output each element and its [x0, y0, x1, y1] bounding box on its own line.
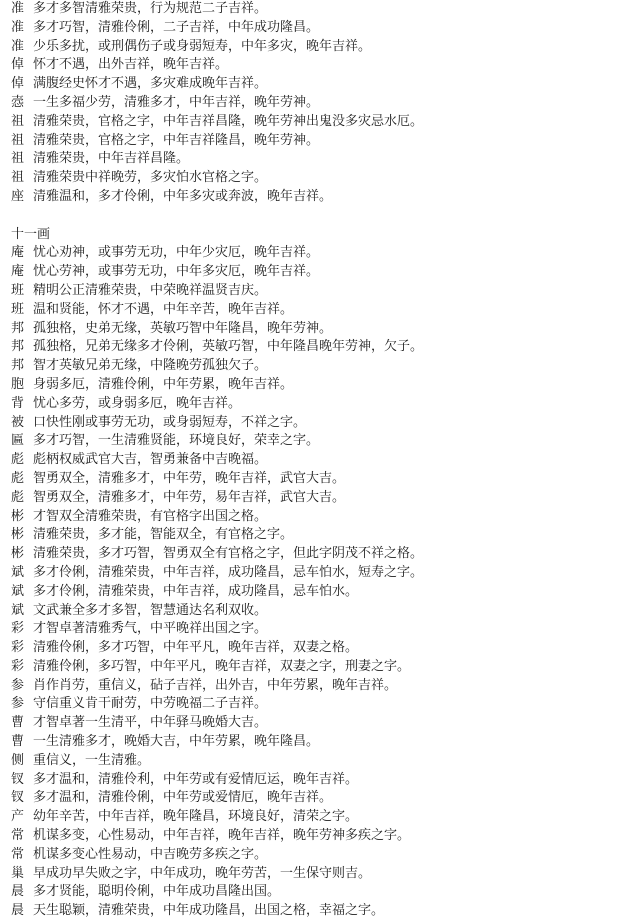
entry-line: [11, 432, 616, 451]
entry-line: [11, 38, 616, 57]
entry-line: [11, 545, 616, 564]
entry-line: [11, 583, 616, 602]
entry-character: 准: [11, 38, 25, 54]
entry-description: 忧心劝神，或事劳无功，中年少灾厄，晚年吉祥。: [33, 245, 320, 261]
entry-character: 晨: [11, 903, 25, 919]
entry-character: 常: [11, 828, 25, 844]
entry-character: 班: [11, 282, 25, 298]
entry-character: 胞: [11, 376, 25, 392]
entry-character: 庵: [11, 245, 25, 261]
section-heading: 十一画: [11, 226, 51, 242]
entry-line: [11, 526, 616, 545]
entry-character: 钗: [11, 790, 25, 806]
entry-line: [11, 263, 616, 282]
entry-description: 孤独格，史弟无缘，英敏巧智中年隆昌，晚年劳神。: [33, 320, 333, 336]
entry-line: [11, 132, 616, 151]
entry-character: 晨: [11, 884, 25, 900]
entry-character: 邦: [11, 320, 25, 336]
document-body: [11, 0, 616, 921]
entry-description: 天生聪颖，清雅荣贵，中年成功隆昌，出国之格，幸福之字。: [33, 903, 385, 919]
entry-character: 侧: [11, 752, 25, 768]
entry-line: [11, 639, 616, 658]
entry-character: 参: [11, 677, 25, 693]
entry-character: 巢: [11, 865, 25, 881]
entry-line: [11, 508, 616, 527]
entry-character: 彩: [11, 621, 25, 637]
entry-character: 产: [11, 809, 25, 825]
entry-line: [11, 771, 616, 790]
entry-character: 准: [11, 19, 25, 35]
entry-description: 早成功早失败之字，中年成功，晚年劳苦，一生保守则吉。: [33, 865, 372, 881]
entry-description: 多才多智清雅荣贵，行为规范二子吉祥。: [33, 1, 268, 16]
entry-description: 重信义，一生清雅。: [33, 752, 151, 768]
entry-description: 清雅荣贵，官格之字，中年吉祥隆昌，晚年劳神。: [33, 132, 320, 148]
entry-description: 多才伶俐，清雅荣贵，中年吉祥，成功隆昌，忌车怕水。: [33, 583, 359, 599]
entry-description: 彪柄权威武官大吉，智勇兼备中吉晚福。: [33, 452, 268, 468]
entry-character: 祖: [11, 170, 25, 186]
entry-description: 多才温和，清雅伶俐，中年劳或爱情厄，晚年吉祥。: [33, 790, 333, 806]
entry-description: 清雅荣贵中祥晚劳，多灾怕水官格之字。: [33, 170, 268, 186]
entry-line: [11, 338, 616, 357]
entry-character: 彪: [11, 452, 25, 468]
entry-description: 怀才不遇，出外吉祥，晚年吉祥。: [33, 57, 229, 73]
entry-description: 一生清雅多才，晚婚大吉，中年劳累，晚年隆昌。: [33, 734, 320, 750]
entry-description: 智勇双全，清雅多才，中年劳，易年吉祥，武官大吉。: [33, 489, 346, 505]
entry-description: 多才巧智，一生清雅贤能，环境良好，荣幸之字。: [33, 433, 320, 449]
entry-character: 彩: [11, 640, 25, 656]
entry-character: 悫: [11, 94, 25, 110]
entry-description: 守信重义肯干耐劳，中劳晚福二子吉祥。: [33, 696, 268, 712]
entry-description: 清雅伶俐，多才巧智，中年平凡，晚年吉祥，双妻之格。: [33, 640, 359, 656]
entry-description: 智才英敏兄弟无缘，中隆晚劳孤独欠子。: [33, 358, 268, 374]
entry-character: 彬: [11, 508, 25, 524]
entry-character: 背: [11, 395, 25, 411]
entry-line: [11, 301, 616, 320]
entry-line: [11, 564, 616, 583]
entry-character: 准: [11, 1, 25, 16]
entry-line: [11, 320, 616, 339]
entry-line: [11, 865, 616, 884]
entry-line: [11, 677, 616, 696]
entry-description: 多才温和，清雅伶利，中年劳或有爱情厄运，晚年吉祥。: [33, 771, 359, 787]
entry-description: 才智卓著一生清平，中年驿马晚婚大吉。: [33, 715, 268, 731]
entry-description: 多才伶俐，清雅荣贵，中年吉祥，成功隆昌，忌车怕水，短寿之字。: [33, 564, 424, 580]
entry-character: 曹: [11, 715, 25, 731]
entry-line: [11, 19, 616, 38]
entry-line: [11, 395, 616, 414]
entry-line: [11, 56, 616, 75]
entry-character: 庵: [11, 264, 25, 280]
entry-character: 斌: [11, 602, 25, 618]
entry-line: [11, 188, 616, 207]
entry-character: 祖: [11, 113, 25, 129]
entry-description: 多才巧智，清雅伶俐，二子吉祥，中年成功隆昌。: [33, 19, 320, 35]
entry-description: 文武兼全多才多智，智慧通达名利双收。: [33, 602, 268, 618]
entry-description: 一生多福少劳，清雅多才，中年吉祥，晚年劳神。: [33, 94, 320, 110]
entry-character: 倬: [11, 76, 25, 92]
entry-character: 匾: [11, 433, 25, 449]
entry-character: 斌: [11, 583, 25, 599]
entry-description: 清雅伶俐，多巧智，中年平凡，晚年吉祥，双妻之字，刑妻之字。: [33, 658, 411, 674]
entry-line: [11, 489, 616, 508]
entry-character: 座: [11, 188, 25, 204]
entry-line: [11, 0, 616, 19]
entry-description: 清雅温和，多才伶俐，中年多灾或奔波，晚年吉祥。: [33, 188, 333, 204]
entry-list-ten-strokes: [11, 0, 616, 207]
entry-line: [11, 902, 616, 921]
entry-line: [11, 733, 616, 752]
entry-character: 邦: [11, 358, 25, 374]
entry-description: 温和贤能，怀才不遇，中年辛苦，晚年吉祥。: [33, 301, 294, 317]
entry-line: [11, 75, 616, 94]
entry-character: 彬: [11, 527, 25, 543]
entry-line: [11, 658, 616, 677]
entry-character: 彬: [11, 546, 25, 562]
entry-character: 班: [11, 301, 25, 317]
entry-line: [11, 714, 616, 733]
entry-character: 彩: [11, 658, 25, 674]
entry-line: [11, 376, 616, 395]
entry-description: 多才贤能，聪明伶俐，中年成功昌隆出国。: [33, 884, 281, 900]
entry-description: 忧心劳神，或事劳无功，中年多灾厄，晚年吉祥。: [33, 264, 320, 280]
entry-description: 口快性刚或事劳无功，或身弱短寿，不祥之字。: [33, 414, 307, 430]
entry-line: [11, 883, 616, 902]
entry-description: 少乐多扰，或刑偶伤子或身弱短寿，中年多灾，晚年吉祥。: [33, 38, 372, 54]
entry-character: 被: [11, 414, 25, 430]
entry-line: [11, 752, 616, 771]
entry-line: [11, 695, 616, 714]
entry-description: 才智卓著清雅秀气，中平晚祥出国之字。: [33, 621, 268, 637]
entry-description: 满腹经史怀才不遇，多灾难成晚年吉祥。: [33, 76, 268, 92]
entry-line: [11, 827, 616, 846]
entry-description: 清雅荣贵，中年吉祥昌隆。: [33, 151, 190, 167]
entry-description: 忧心多劳，或身弱多厄，晚年吉祥。: [33, 395, 242, 411]
entry-character: 彪: [11, 489, 25, 505]
entry-description: 孤独格，兄弟无缘多才伶俐，英敏巧智，中年隆昌晚年劳神，欠子。: [33, 339, 424, 355]
blank-line: [11, 207, 616, 226]
entry-line: [11, 357, 616, 376]
entry-line: [11, 244, 616, 263]
entry-description: 机谋多变，心性易动，中年吉祥，晚年吉祥，晚年劳神多疾之字。: [33, 828, 411, 844]
entry-description: 身弱多厄，清雅伶俐，中年劳累，晚年吉祥。: [33, 376, 294, 392]
entry-description: 幼年辛苦，中年吉祥，晚年隆昌，环境良好，清荣之字。: [33, 809, 359, 825]
entry-character: 常: [11, 846, 25, 862]
entry-character: 倬: [11, 57, 25, 73]
entry-character: 祖: [11, 151, 25, 167]
entry-list-eleven-strokes: [11, 244, 616, 921]
entry-character: 曹: [11, 734, 25, 750]
entry-line: [11, 169, 616, 188]
entry-line: [11, 282, 616, 301]
entry-character: 邦: [11, 339, 25, 355]
entry-description: 清雅荣贵，官格之字，中年吉祥昌隆，晚年劳神出鬼没多灾忌水厄。: [33, 113, 424, 129]
entry-description: 肖作肖劳，重信义，砧子吉祥，出外吉，中年劳累，晚年吉祥。: [33, 677, 398, 693]
entry-character: 彪: [11, 470, 25, 486]
entry-character: 钗: [11, 771, 25, 787]
entry-line: [11, 150, 616, 169]
entry-description: 清雅荣贵，多才巧智，智勇双全有官格之字，但此字阴茂不祥之格。: [33, 546, 424, 562]
entry-line: [11, 94, 616, 113]
entry-description: 才智双全清雅荣贵，有官格字出国之格。: [33, 508, 268, 524]
entry-line: [11, 620, 616, 639]
entry-description: 智勇双全，清雅多才，中年劳，晚年吉祥，武官大吉。: [33, 470, 346, 486]
entry-line: [11, 451, 616, 470]
entry-line: [11, 470, 616, 489]
entry-description: 精明公正清雅荣贵，中荣晚祥温贤吉庆。: [33, 282, 268, 298]
entry-character: 斌: [11, 564, 25, 580]
entry-character: 祖: [11, 132, 25, 148]
entry-line: [11, 414, 616, 433]
entry-line: [11, 602, 616, 621]
entry-description: 清雅荣贵，多才能，智能双全，有官格之字。: [33, 527, 294, 543]
entry-line: [11, 113, 616, 132]
entry-line: [11, 789, 616, 808]
entry-description: 机谋多变心性易动，中吉晚劳多疾之字。: [33, 846, 268, 862]
entry-character: 参: [11, 696, 25, 712]
entry-line: [11, 808, 616, 827]
entry-line: [11, 846, 616, 865]
